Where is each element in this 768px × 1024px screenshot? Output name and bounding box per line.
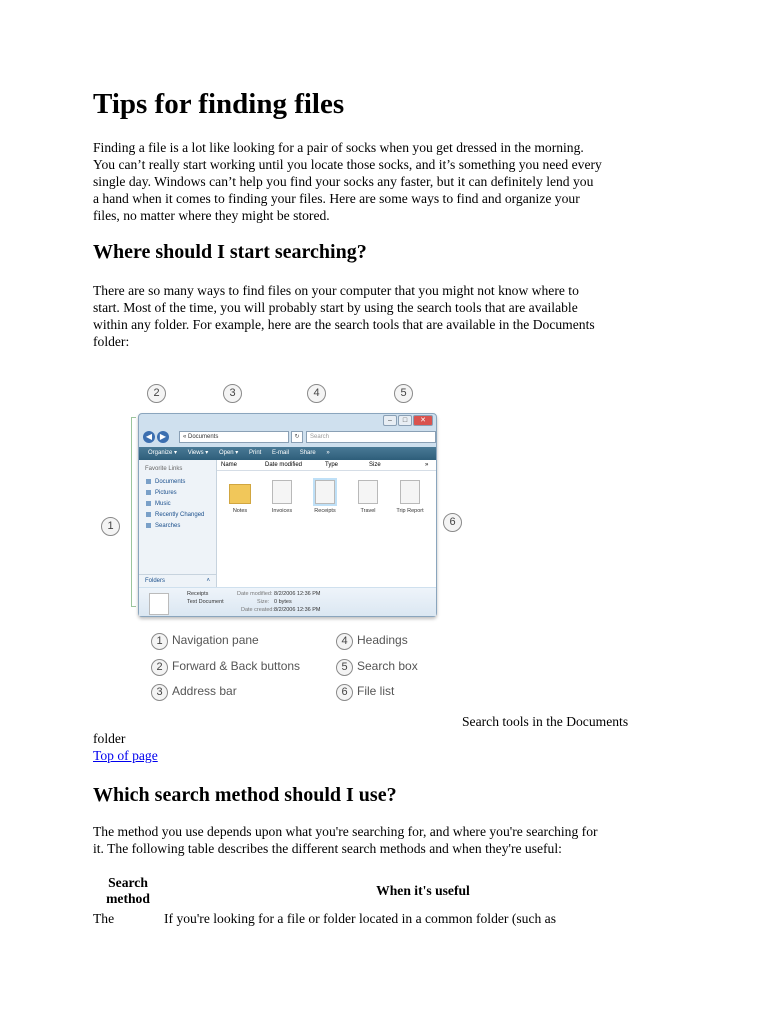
file-list bbox=[217, 460, 436, 587]
legend-item bbox=[151, 632, 259, 649]
intro-line: Finding a file is a lot like looking for a pair of socks when you get dressed in the morning. bbox=[93, 140, 584, 155]
details-date-created: 8/2/2006 12:36 PM bbox=[274, 607, 321, 613]
favorite-links-label: Favorite Links bbox=[145, 466, 183, 472]
file-item[interactable] bbox=[221, 480, 259, 514]
legend-number: 4 bbox=[336, 633, 353, 650]
figure-caption: Search tools in the Documents bbox=[462, 714, 629, 729]
folders-toggle[interactable] bbox=[139, 574, 216, 587]
legend-label: Headings bbox=[357, 633, 408, 647]
legend-label: Navigation pane bbox=[172, 633, 259, 647]
address-bar[interactable]: « Documents bbox=[179, 431, 289, 443]
figure-caption-continued: folder bbox=[93, 731, 126, 746]
heading-more[interactable]: » bbox=[425, 462, 429, 468]
nav-link-pictures[interactable]: Pictures bbox=[146, 490, 177, 496]
email-button[interactable]: E-mail bbox=[272, 450, 290, 456]
document-icon bbox=[272, 480, 292, 504]
legend-number: 1 bbox=[151, 633, 168, 650]
intro-line: single day. Windows can’t help you find your socks any faster, but it can definitely lend you bbox=[93, 174, 594, 189]
legend-item bbox=[336, 658, 418, 675]
section2-line: it. The following table describes the different search methods and when they're useful: bbox=[93, 841, 562, 856]
nav-pane-bracket bbox=[131, 417, 136, 607]
document-icon bbox=[400, 480, 420, 504]
callout-4: 4 bbox=[307, 384, 326, 403]
heading-type[interactable]: Type bbox=[325, 462, 339, 468]
legend-number: 2 bbox=[151, 659, 168, 676]
more-button[interactable]: » bbox=[326, 450, 330, 456]
file-name: Notes bbox=[232, 508, 248, 514]
callout-1: 1 bbox=[101, 517, 120, 536]
window-controls bbox=[383, 415, 433, 426]
organize-button[interactable]: Organize ▾ bbox=[148, 450, 178, 456]
search-tools-figure bbox=[101, 382, 471, 702]
maximize-icon[interactable]: □ bbox=[398, 415, 412, 426]
legend-item bbox=[336, 632, 408, 649]
document-icon bbox=[358, 480, 378, 504]
details-date-modified: 8/2/2006 12:36 PM bbox=[274, 591, 321, 597]
table-header-line: Search bbox=[108, 875, 148, 890]
nav-link-music[interactable]: Music bbox=[146, 501, 171, 507]
section-heading-search-method: Which search method should I use? bbox=[93, 784, 397, 806]
intro-line: files, no matter where they might be stored. bbox=[93, 208, 330, 223]
nav-link-recently-changed[interactable]: Recently Changed bbox=[146, 512, 204, 518]
file-item[interactable] bbox=[349, 480, 387, 514]
section1-paragraph bbox=[93, 282, 688, 350]
page-title: Tips for finding files bbox=[93, 88, 345, 120]
section1-line: within any folder. For example, here are the search tools that are available in the Documents bbox=[93, 317, 595, 332]
section1-line: start. Most of the time, you will probably start by using the search tools that are available bbox=[93, 300, 578, 315]
file-item[interactable] bbox=[263, 480, 301, 514]
legend-item bbox=[151, 658, 300, 675]
callout-3: 3 bbox=[223, 384, 242, 403]
chevron-up-icon: ˄ bbox=[206, 578, 210, 584]
section1-line: folder: bbox=[93, 334, 130, 349]
section-heading-start-searching: Where should I start searching? bbox=[93, 241, 367, 263]
callout-2: 2 bbox=[147, 384, 166, 403]
open-button[interactable]: Open ▾ bbox=[218, 450, 239, 456]
table-cell-method: The bbox=[93, 911, 115, 926]
legend-label: Search box bbox=[357, 659, 418, 673]
table-header-line: method bbox=[106, 891, 150, 906]
nav-link-documents[interactable]: Documents bbox=[146, 479, 185, 485]
navigation-row bbox=[143, 431, 432, 443]
refresh-icon[interactable]: ↻ bbox=[291, 431, 303, 443]
section2-line: The method you use depends upon what you're searching for, and where you're searching for bbox=[93, 824, 598, 839]
nav-link-searches[interactable]: Searches bbox=[146, 523, 180, 529]
close-icon[interactable]: ✕ bbox=[413, 415, 433, 426]
legend-number: 5 bbox=[336, 659, 353, 676]
legend-label: Forward & Back buttons bbox=[172, 659, 301, 673]
intro-line: You can’t really start working until you locate those socks, and it’s something you need every bbox=[93, 157, 602, 172]
explorer-window bbox=[138, 413, 437, 617]
file-name: Travel bbox=[360, 508, 376, 514]
share-button[interactable]: Share bbox=[299, 450, 316, 456]
legend-number: 3 bbox=[151, 684, 168, 701]
heading-date-modified[interactable]: Date modified bbox=[265, 462, 303, 468]
details-date-created-label: Date created: bbox=[241, 607, 275, 613]
legend-number: 6 bbox=[336, 684, 353, 701]
details-size: 0 bytes bbox=[274, 599, 292, 605]
back-button[interactable]: ◀ bbox=[143, 431, 155, 443]
file-name: Receipts bbox=[314, 508, 336, 514]
details-pane bbox=[139, 588, 436, 616]
forward-button[interactable]: ▶ bbox=[157, 431, 169, 443]
table-header-when-useful: When it's useful bbox=[376, 883, 470, 898]
views-button[interactable]: Views ▾ bbox=[187, 450, 209, 456]
file-name: Invoices bbox=[271, 508, 293, 514]
document-thumbnail-icon bbox=[149, 593, 169, 615]
callout-6: 6 bbox=[443, 513, 462, 532]
table-header-search-method bbox=[93, 875, 163, 907]
file-item-selected[interactable] bbox=[306, 480, 344, 514]
section1-line: There are so many ways to find files on your computer that you might not know where to bbox=[93, 283, 579, 298]
command-toolbar bbox=[139, 447, 436, 460]
intro-line: a hand when it comes to finding your files. Here are some ways to find and organize your bbox=[93, 191, 580, 206]
details-size-label: Size: bbox=[257, 599, 270, 605]
top-of-page-link[interactable]: Top of page bbox=[93, 748, 158, 763]
intro-paragraph bbox=[93, 139, 688, 224]
column-headings bbox=[217, 460, 436, 471]
details-name: Receipts bbox=[187, 591, 209, 597]
legend-label: Address bar bbox=[172, 684, 237, 698]
legend-item bbox=[336, 683, 394, 700]
minimize-icon[interactable]: – bbox=[383, 415, 397, 426]
heading-name[interactable]: Name bbox=[221, 462, 238, 468]
callout-5: 5 bbox=[394, 384, 413, 403]
legend-label: File list bbox=[357, 684, 395, 698]
heading-size[interactable]: Size bbox=[369, 462, 381, 468]
navigation-pane bbox=[139, 460, 217, 587]
search-box[interactable]: Search bbox=[306, 431, 436, 443]
table-cell-when-useful: If you're looking for a file or folder located in a common folder (such as bbox=[164, 911, 557, 926]
print-button[interactable]: Print bbox=[248, 450, 262, 456]
folder-icon bbox=[229, 484, 251, 504]
legend-item bbox=[151, 683, 237, 700]
file-item[interactable] bbox=[391, 480, 429, 514]
document-icon bbox=[315, 480, 335, 504]
details-type: Text Document bbox=[187, 599, 224, 605]
file-name: Trip Report bbox=[396, 508, 424, 514]
details-date-modified-label: Date modified: bbox=[237, 591, 273, 597]
section2-paragraph bbox=[93, 823, 688, 857]
folders-label: Folders bbox=[145, 578, 166, 584]
